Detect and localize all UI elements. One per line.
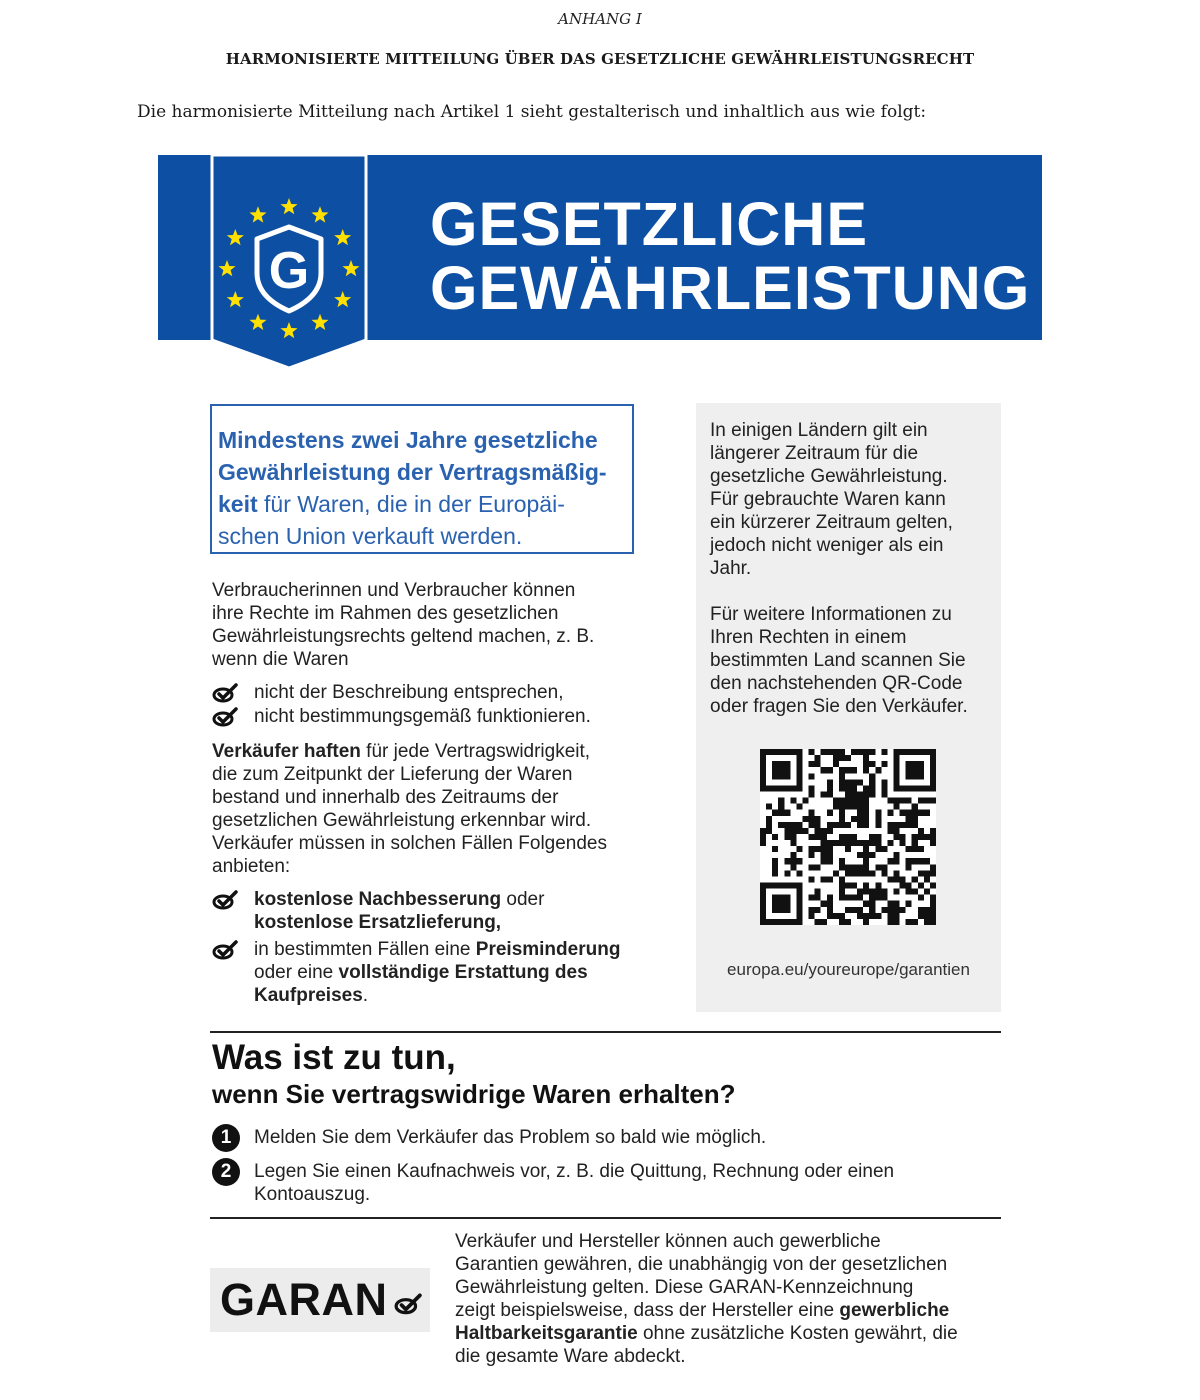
highlight-rest-c: für Waren, die in der Europäi-	[257, 491, 565, 517]
highlight-bold-b: Gewährleistung der Vertragsmäßig-	[218, 459, 607, 485]
step-line: Legen Sie einen Kaufnachweis vor, z. B. die Quittung, Rechnung oder einen	[254, 1161, 895, 1182]
document-title: HARMONISIERTE MITTEILUNG ÜBER DAS GESETZLICHE GEWÄHRLEISTUNGSRECHT	[225, 50, 975, 68]
divider	[210, 1217, 1001, 1219]
sidebar-line: gesetzliche Gewährleistung.	[710, 466, 948, 487]
intro-text: Die harmonisierte Mitteilung nach Artikel 1 sieht gestalterisch und inhaltlich aus wie folgt:	[137, 102, 927, 122]
banner-title	[430, 192, 1030, 320]
garan-line: Gewährleistung gelten. Diese GARAN-Kennzeichnung	[455, 1277, 914, 1298]
garan-description	[455, 1230, 1005, 1368]
banner-title-line1: GESETZLICHE	[430, 190, 869, 258]
rights-line: Verbraucherinnen und Verbraucher können	[212, 580, 576, 601]
liability-bold: Verkäufer haften	[212, 741, 361, 762]
rights-line: wenn die Waren	[212, 649, 349, 670]
defect-item-text: nicht bestimmungsgemäß funktionieren.	[254, 706, 591, 727]
step-number: 2	[212, 1158, 240, 1186]
check-icon	[212, 940, 238, 960]
highlight-bold-a: Mindestens zwei Jahre gesetzliche	[218, 427, 598, 453]
liability-line: bestand und innerhalb des Zeitraums der	[212, 787, 559, 808]
garan-logo-text: GARAN	[220, 1274, 388, 1325]
liability-line: die zum Zeitpunkt der Lieferung der Waren	[212, 764, 573, 785]
remedy-text: oder	[501, 889, 545, 910]
emblem-letter: G	[268, 242, 310, 300]
garan-line: Garantien gewähren, die unabhängig von der gesetzlichen	[455, 1254, 948, 1275]
garan-line: Verkäufer und Hersteller können auch gewerbliche	[455, 1231, 881, 1252]
todo-heading: Was ist zu tun,	[212, 1038, 456, 1077]
qr-code-icon[interactable]	[760, 749, 936, 925]
highlight-rest-d: schen Union verkauft werden.	[218, 523, 523, 549]
remedy-bold: kostenlose Ersatzlieferung,	[254, 912, 502, 933]
step-number: 1	[212, 1124, 240, 1152]
sidebar-line: oder fragen Sie den Verkäufer.	[710, 696, 968, 717]
remedy-bold: Kaufpreises	[254, 985, 363, 1006]
liability-line: Verkäufer müssen in solchen Fällen Folgendes	[212, 833, 608, 854]
step-text: Melden Sie dem Verkäufer das Problem so bald wie möglich.	[254, 1127, 767, 1148]
sidebar-paragraph-1	[710, 419, 995, 580]
banner-title-line2: GEWÄHRLEISTUNG	[430, 254, 1031, 322]
todo-subheading: wenn Sie vertragswidrige Waren erhalten?	[212, 1079, 736, 1109]
rights-line: ihre Rechte im Rahmen des gesetzlichen	[212, 603, 559, 624]
sidebar-line: bestimmten Land scannen Sie	[710, 650, 966, 671]
divider	[210, 1031, 1001, 1033]
remedy-item-text	[254, 888, 654, 934]
defect-item-text: nicht der Beschreibung entsprechen,	[254, 682, 564, 703]
highlight-bold-c: keit	[218, 491, 258, 517]
check-icon	[212, 683, 238, 703]
info-url: europa.eu/youreurope/garantien	[727, 960, 970, 979]
garan-bold: gewerbliche	[839, 1300, 950, 1321]
sidebar-line: Jahr.	[710, 558, 752, 579]
step-line: Kontoauszug.	[254, 1184, 371, 1205]
eu-guarantee-shield-icon	[209, 155, 369, 370]
annex-label: ANHANG I	[558, 10, 642, 28]
remedy-bold: kostenlose Nachbesserung	[254, 889, 502, 910]
check-icon	[212, 890, 238, 910]
garan-logo	[210, 1268, 430, 1332]
sidebar-line: In einigen Ländern gilt ein	[710, 420, 928, 441]
sidebar-line: Für gebrauchte Waren kann	[710, 489, 946, 510]
liability-line1: für jede Vertragswidrigkeit,	[360, 741, 591, 762]
remedy-item-text	[254, 938, 654, 1007]
sidebar-line: längerer Zeitraum für die	[710, 443, 919, 464]
remedy-text: in bestimmten Fällen eine	[254, 939, 476, 960]
remedy-bold: Preisminderung	[475, 939, 621, 960]
liability-line: gesetzlichen Gewährleistung erkennbar wird.	[212, 810, 592, 831]
remedy-text: oder eine	[254, 962, 339, 983]
remedy-bold: vollständige Erstattung des	[338, 962, 588, 983]
liability-paragraph	[212, 740, 652, 878]
sidebar-line: Ihren Rechten in einem	[710, 627, 907, 648]
rights-line: Gewährleistungsrechts geltend machen, z. B.	[212, 626, 595, 647]
sidebar-line: Für weitere Informationen zu	[710, 604, 952, 625]
rights-paragraph	[212, 579, 652, 671]
sidebar-line: ein kürzerer Zeitraum gelten,	[710, 512, 953, 533]
garan-line: die gesamte Ware abdeckt.	[455, 1346, 686, 1367]
garan-line: ohne zusätzliche Kosten gewährt, die	[637, 1323, 958, 1344]
sidebar-line: den nachstehenden QR-Code	[710, 673, 963, 694]
garan-line: zeigt beispielsweise, dass der Hersteller eine	[455, 1300, 840, 1321]
garan-bold: Haltbarkeitsgarantie	[455, 1323, 638, 1344]
check-icon	[394, 1293, 422, 1315]
sidebar-line: jedoch nicht weniger als ein	[710, 535, 944, 556]
remedy-text: .	[362, 985, 369, 1006]
check-icon	[212, 707, 238, 727]
liability-line: anbieten:	[212, 856, 291, 877]
sidebar-paragraph-2	[710, 603, 995, 718]
minimum-period-box	[210, 404, 634, 554]
step-text	[254, 1160, 974, 1206]
